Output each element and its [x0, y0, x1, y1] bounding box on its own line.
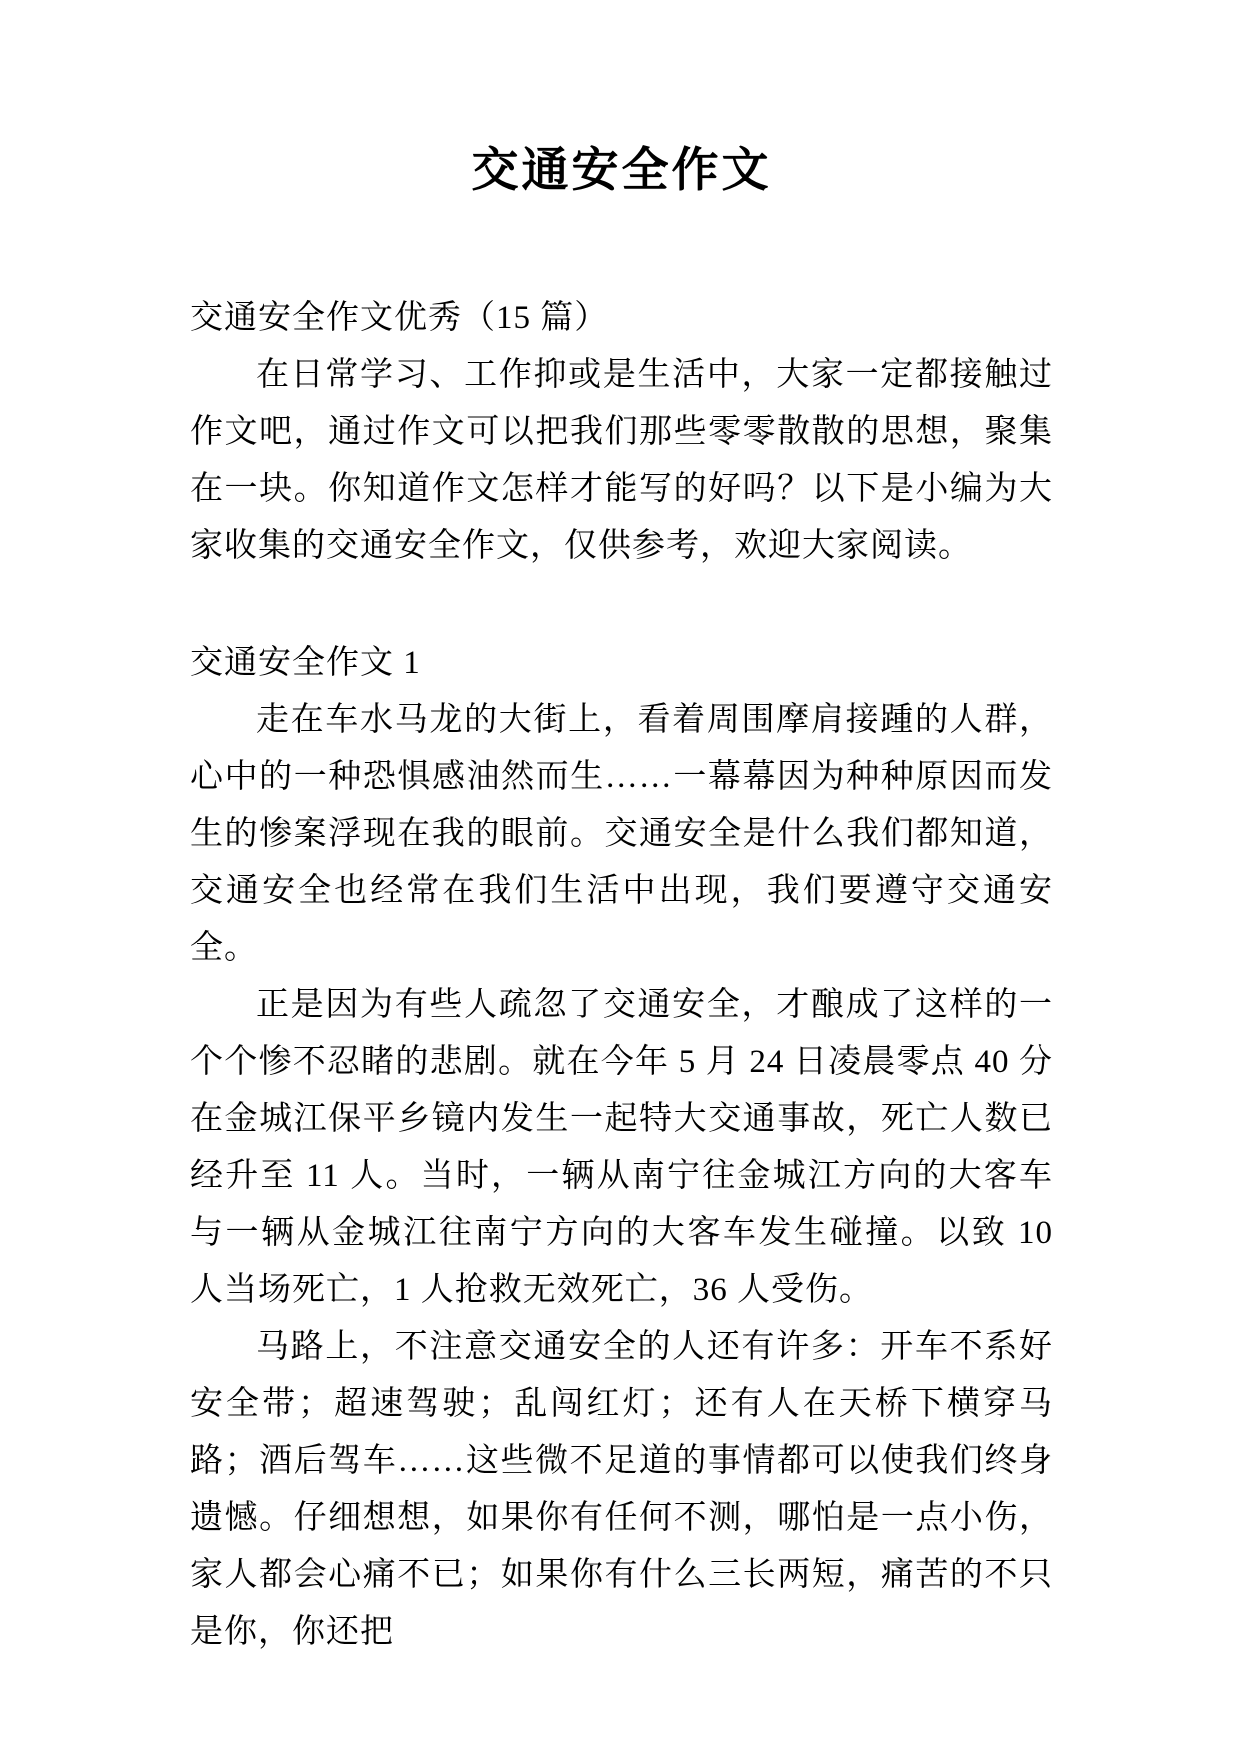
- document-title: 交通安全作文: [471, 145, 772, 197]
- essay-paragraph-3: 马路上，不注意交通安全的人还有许多：开车不系好安全带；超速驾驶；乱闯红灯；还有人在天桥下横穿马路；酒后驾车……这些微不足道的事情都可以使我们终身遗憾。仔细想想，如果你有任何不测，哪怕是一点小伤，家人都会心痛不已；如果你有什么三长两短，痛苦的不只是你，你还把: [190, 1329, 1053, 1650]
- intro-paragraph: 在日常学习、工作抑或是生活中，大家一定都接触过作文吧，通过作文可以把我们那些零零散散的思想，聚集在一块。你知道作文怎样才能写的好吗？以下是小编为大家收集的交通安全作文，仅供参考，欢迎大家阅读。: [190, 357, 1053, 564]
- section-heading: 交通安全作文 1: [190, 645, 421, 681]
- subtitle: 交通安全作文优秀（15 篇）: [190, 300, 609, 336]
- essay-paragraph-2: 正是因为有些人疏忽了交通安全，才酿成了这样的一个个惨不忍睹的悲剧。就在今年 5 月 24 日凌晨零点 40 分在金城江保平乡镜内发生一起特大交通事故，死亡人数已经升至 11 人。当时，一辆从南宁往金城江方向的大客车与一辆从金城江往南宁方向的大客车发生碰撞。以致 10 人当场死亡，1 人抢救无效死亡，36 人受伤。: [190, 987, 1053, 1308]
- document-body: [190, 290, 1053, 1661]
- essay-paragraph-1: 走在车水马龙的大街上，看着周围摩肩接踵的人群，心中的一种恐惧感油然而生……一幕幕因为种种原因而发生的惨案浮现在我的眼前。交通安全是什么我们都知道，交通安全也经常在我们生活中出现，我们要遵守交通安全。: [190, 702, 1053, 966]
